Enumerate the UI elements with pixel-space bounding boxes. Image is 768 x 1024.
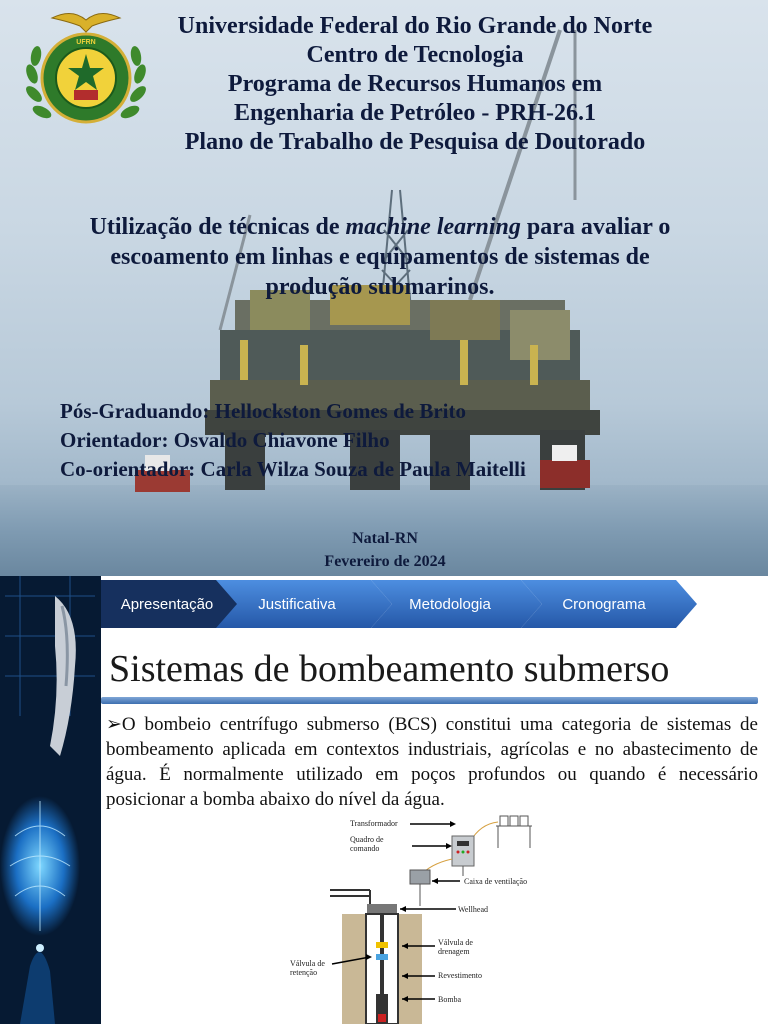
label-valvula-retencao-1: Válvula de (290, 959, 325, 968)
tab-cronograma[interactable]: Cronograma (562, 595, 646, 613)
tab-justificativa[interactable]: Justificativa (258, 595, 336, 613)
label-quadro-2: comando (350, 844, 380, 853)
title-underline-bar (101, 697, 758, 704)
center-name: Centro de Tecnologia (306, 42, 524, 68)
ufrn-seal-logo (22, 4, 150, 134)
label-valvula-drenagem-2: drenagem (438, 947, 470, 956)
bullet-icon: ➢ (106, 714, 122, 735)
vent-box-icon (410, 870, 430, 884)
advisor-name: Orientador: Osvaldo Chiavone Filho (60, 428, 390, 452)
thesis-title-part2: para avaliar o escoamento em linhas e equipamentos de sistemas de produção submarinos. (110, 214, 671, 300)
check-valve-icon (376, 954, 388, 960)
label-caixa-ventilacao: Caixa de ventilação (464, 877, 528, 886)
label-quadro-1: Quadro de (350, 835, 384, 844)
program-name-line1: Programa de Recursos Humanos em (227, 71, 603, 97)
student-name: Pós-Graduando: Hellockston Gomes de Brito (60, 399, 467, 423)
thesis-title-italic: machine learning (345, 214, 521, 240)
label-wellhead: Wellhead (458, 905, 489, 914)
drain-valve-icon (376, 942, 388, 948)
label-transformador: Transformador (350, 819, 398, 828)
label-valvula-retencao-2: retenção (290, 968, 318, 977)
tab-metodologia[interactable]: Metodologia (409, 595, 491, 613)
robot-brain-image (0, 576, 101, 1024)
wellhead-icon (367, 904, 397, 914)
thesis-title (60, 212, 700, 302)
bullet-paragraph (106, 712, 758, 812)
location: Natal-RN (352, 530, 418, 547)
program-name-line2: Engenharia de Petróleo - PRH-26.1 (234, 100, 596, 126)
svg-text:UFRN: UFRN (76, 39, 96, 46)
co-advisor-name: Co-orientador: Carla Wilza Souza de Paula Maitelli (60, 457, 526, 481)
content-slide (0, 576, 768, 1024)
date: Fevereiro de 2024 (324, 553, 446, 570)
esp-system-diagram (270, 814, 560, 1024)
slide-title: Sistemas de bombeamento submerso (109, 648, 670, 690)
label-revestimento: Revestimento (438, 971, 482, 980)
label-bomba: Bomba (438, 995, 462, 1004)
plan-name: Plano de Trabalho de Pesquisa de Doutorado (184, 129, 646, 155)
label-valvula-drenagem-1: Válvula de (438, 938, 473, 947)
tab-apresentacao[interactable]: Apresentação (120, 595, 214, 613)
thesis-title-part1: Utilização de técnicas de (89, 214, 346, 240)
transformer-icon (496, 816, 532, 848)
bullet-text: O bombeio centrífugo submerso (BCS) constitui uma categoria de sistemas de bombeamento aplicada em contextos industriais, agrícolas e no abastecimento de água. É normalmente utilizado em poços profundos ou quando é necessário posicionar a bomba abaixo do nível da água. (106, 714, 758, 810)
university-name: Universidade Federal do Rio Grande do Norte (177, 13, 653, 39)
